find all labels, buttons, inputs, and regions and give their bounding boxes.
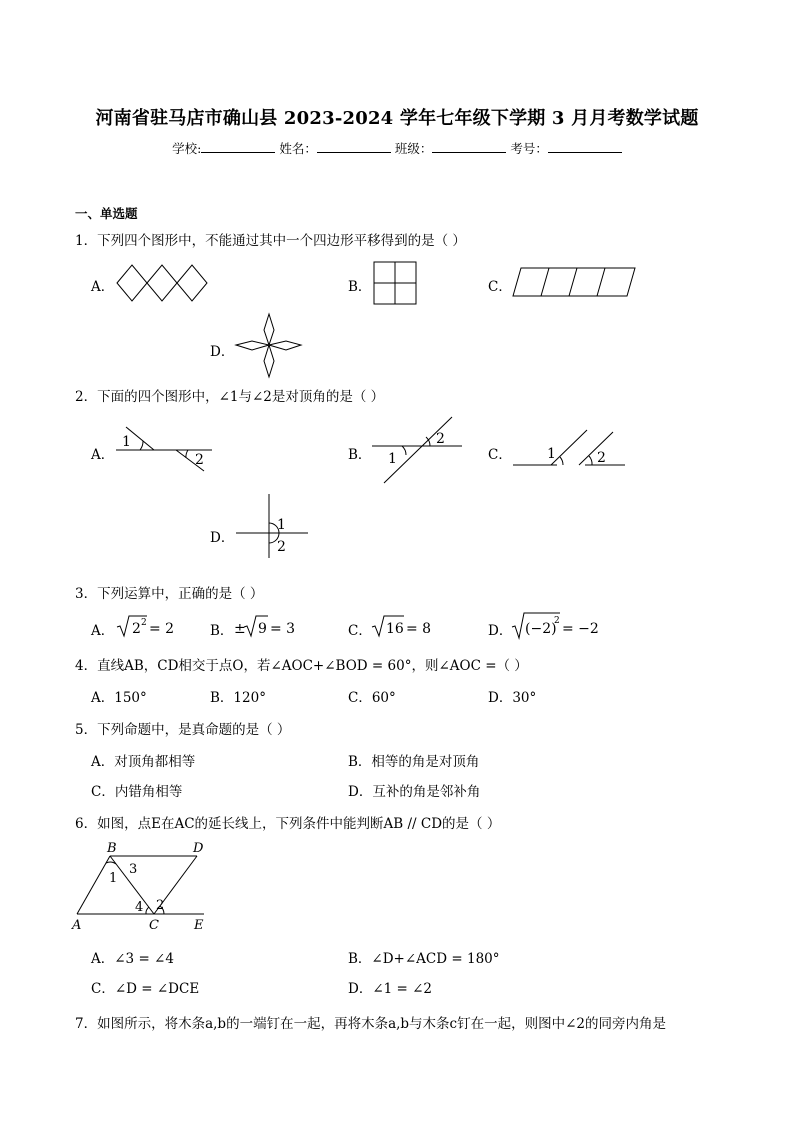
q3-option-b-label: B． [210, 623, 234, 639]
q1-figure-b [374, 262, 418, 306]
q1-option-a-label: A． [91, 279, 115, 295]
q2-option-a-label: A． [91, 447, 115, 463]
q4-option-c: C．60° [348, 690, 396, 706]
q2-figure-a [116, 425, 216, 473]
q6-point-c: C [149, 918, 159, 933]
name-blank [317, 140, 391, 153]
q6-option-b: B．∠D+∠ACD = 180° [348, 951, 500, 967]
name-label: 姓名： [279, 141, 317, 156]
page-title: 河南省驻马店市确山县 2023-2024 学年七年级下学期 3 月月考数学试题 [95, 108, 699, 129]
section-heading: 一、单选题 [75, 206, 138, 221]
q6-point-e: E [194, 918, 204, 933]
q4-option-a: A．150° [91, 690, 147, 706]
q3-b-pm: ± [234, 621, 246, 637]
q3-option-d-label: D． [488, 623, 513, 639]
question-3-stem: 3．下列运算中，正确的是（ ） [75, 586, 264, 602]
q2-figure-c [513, 428, 627, 468]
question-1-stem: 1．下列四个图形中，不能通过其中一个四边形平移得到的是（ ） [75, 233, 466, 249]
q6-angle-1: 1 [109, 871, 118, 886]
q3-d-exponent: 2 [554, 616, 560, 626]
student-info-line [0, 139, 794, 157]
question-4-stem: 4．直线AB，CD相交于点O，若∠AOC+∠BOD = 60°，则∠AOC =（ ） [75, 658, 528, 674]
q2-b-angle1-label: 1 [388, 451, 397, 467]
q2-option-b-label: B． [348, 447, 372, 463]
q1-figure-d [236, 314, 302, 378]
q4-option-d: D．30° [488, 690, 537, 706]
q5-option-d: D．互补的角是邻补角 [348, 784, 481, 800]
school-blank [201, 140, 275, 153]
question-2-stem: 2．下面的四个图形中，∠1与∠2是对顶角的是（ ） [75, 389, 385, 405]
q4-option-b: B．120° [210, 690, 266, 706]
class-blank [432, 140, 506, 153]
q3-c-rhs: = 8 [406, 621, 432, 637]
q6-point-d: D [193, 841, 204, 856]
q3-d-radicand: (−2) [525, 621, 557, 637]
q2-option-d-label: D． [210, 530, 235, 546]
q2-figure-d [236, 494, 310, 560]
question-6-stem: 6．如图，点E在AC的延长线上，下列条件中能判断AB // CD的是（ ） [75, 816, 501, 832]
q3-expr-d [512, 611, 599, 641]
q1-option-d-label: D． [210, 344, 235, 360]
q6-option-a: A．∠3 = ∠4 [91, 951, 174, 967]
q3-c-radicand: 16 [386, 621, 404, 637]
q3-b-radicand: 9 [258, 621, 267, 637]
q6-option-c: C．∠D = ∠DCE [91, 981, 200, 997]
q2-d-angle1-label: 1 [277, 517, 286, 533]
school-label: 学校: [172, 141, 202, 156]
q5-option-b: B．相等的角是对顶角 [348, 754, 480, 770]
q2-c-angle2-label: 2 [597, 450, 606, 466]
question-5-stem: 5．下列命题中，是真命题的是（ ） [75, 722, 291, 738]
q3-expr-b [234, 613, 294, 639]
q3-expr-c [372, 613, 432, 639]
question-7-stem: 7．如图所示，将木条a,b的一端钉在一起，再将木条a,b与木条c钉在一起，则图中∠2的同旁内角是 [75, 1016, 667, 1032]
q6-angle-2: 2 [156, 898, 165, 913]
q3-option-a-label: A． [91, 623, 115, 639]
q5-option-c: C．内错角相等 [91, 784, 183, 800]
svg-text:2: 2 [132, 621, 141, 637]
q1-figure-a [117, 265, 209, 305]
class-label: 班级： [394, 141, 433, 156]
svg-text:2: 2 [141, 618, 147, 628]
q2-a-angle1-label: 1 [122, 434, 131, 450]
q2-c-angle1-label: 1 [547, 446, 556, 462]
q2-a-angle2-label: 2 [195, 452, 204, 468]
number-blank [548, 140, 622, 153]
q1-option-c-label: C． [488, 279, 512, 295]
q6-angle-4: 4 [135, 900, 144, 915]
q2-b-angle2-label: 2 [436, 431, 445, 447]
q2-d-angle2-label: 2 [277, 539, 286, 555]
q6-option-d: D．∠1 = ∠2 [348, 981, 433, 997]
q6-point-b: B [107, 841, 117, 856]
q3-expr-a [117, 613, 177, 639]
q1-figure-c [513, 268, 637, 300]
q6-point-a: A [72, 918, 82, 933]
q1-option-b-label: B． [348, 279, 372, 295]
q5-option-a: A．对顶角都相等 [91, 754, 196, 770]
q3-d-rhs: = −2 [562, 621, 599, 637]
q3-b-rhs: = 3 [270, 621, 296, 637]
q3-option-c-label: C． [348, 623, 372, 639]
number-label: 考号： [510, 141, 548, 156]
q6-parallelogram-figure [72, 838, 212, 934]
q3-a-rhs: = 2 [149, 621, 175, 637]
q2-option-c-label: C． [488, 447, 512, 463]
q2-figure-b [372, 415, 464, 485]
q6-angle-3: 3 [129, 862, 138, 877]
